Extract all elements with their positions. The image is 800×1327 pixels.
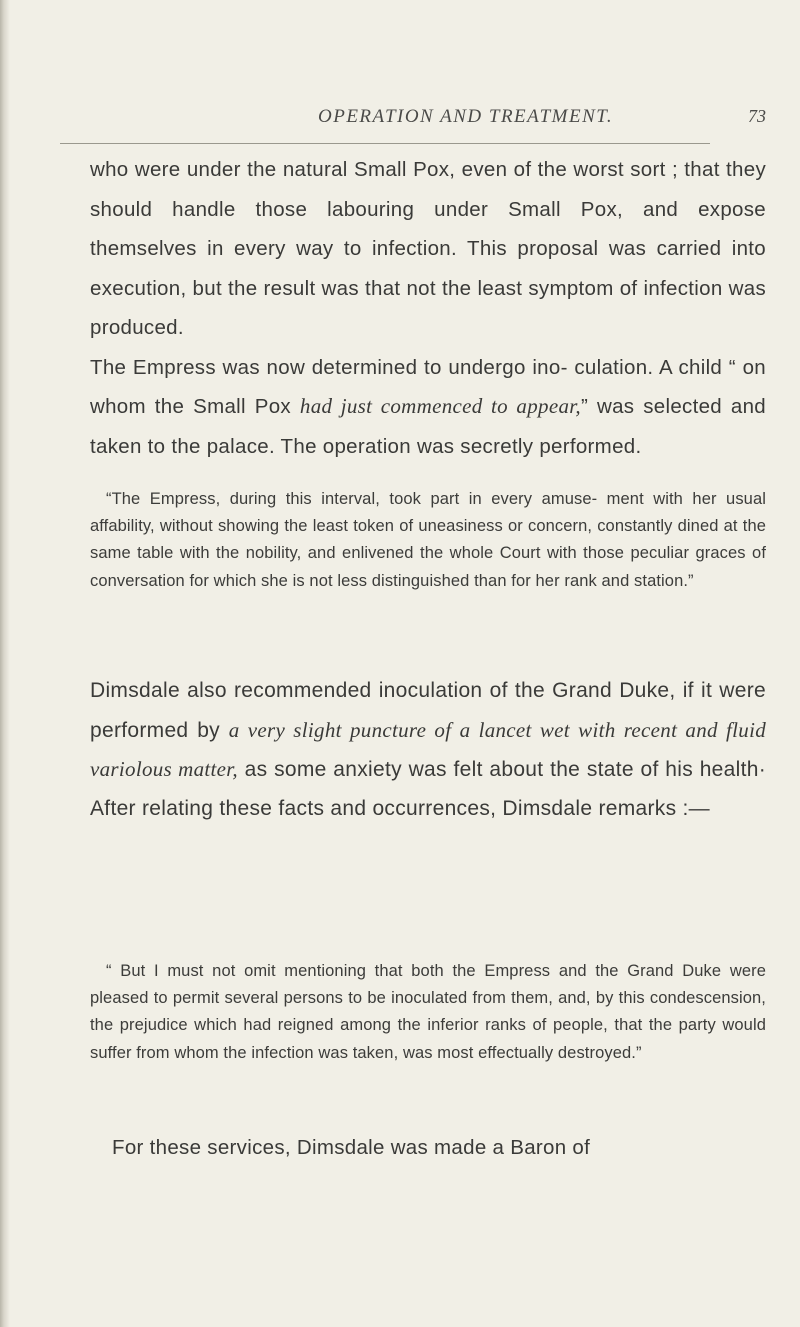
page-number: 73	[748, 106, 766, 126]
paragraph-1-text-b-end: ” was selected and taken to the palace. The operation was secretly performed.	[90, 395, 767, 458]
paragraph-1-text-b-start: The Empress was now determined to undergo ino- culation. A child “ on whom the Small Pox	[90, 355, 766, 418]
quote-dimsdale: “ But I must not omit mentioning that both the Empress and the Grand Duke were pleased to permit several persons to be inoculated from them, and, by this condescension, the prejudice which had reigned among the inferior ranks of people, that the party would suffer from whom the infection was taken, was most effectually destroyed.”	[90, 962, 766, 1062]
paragraph-2	[90, 672, 766, 828]
paragraph-2-start: Dimsdale also recommended inoculation of the Grand Duke, if it were performed by	[90, 679, 766, 742]
running-head: OPERATION AND TREATMENT.	[318, 106, 614, 127]
paragraph-1-text-a: who were under the natural Small Pox, even of the worst sort ; that they should handle those labouring under Small Pox, and expose themselves in every way to infection. This proposal was carried into execution, but the result was that not the least symptom of infection was produced.	[90, 158, 766, 339]
page-edge-shadow	[0, 0, 10, 1327]
paragraph-1	[90, 150, 766, 466]
page-header	[90, 106, 766, 136]
paragraph-1-italic: had just commenced to appear,	[299, 394, 581, 418]
paragraph-2-end: as some anxiety was felt about the state of his health· After relating these facts and occurrences, Dimsdale remarks :—	[90, 758, 767, 820]
quote-empress: “The Empress, during this interval, took part in every amuse- ment with her usual affability, without showing the least token of uneasiness or concern, constantly dined at the same table with the nobility, and enlivened the whole Court with those peculiar graces of conversation for which she is not less distinguished than for her rank and station.”	[90, 490, 766, 590]
paragraph-2-italic: a very slight puncture of a lancet wet with recent and fluid variolous matter,	[90, 717, 766, 781]
paragraph-3: For these services, Dimsdale was made a Baron of	[112, 1136, 591, 1159]
header-rule	[60, 143, 710, 144]
